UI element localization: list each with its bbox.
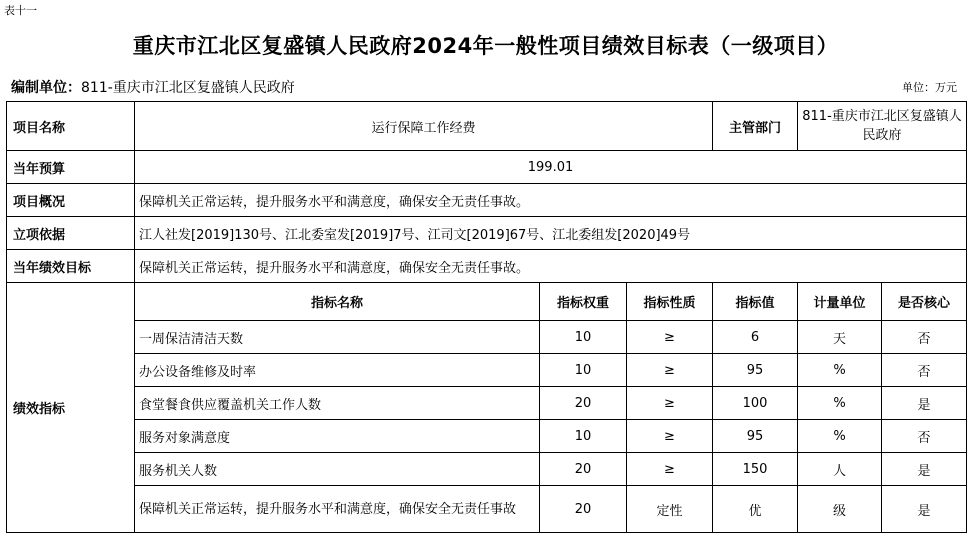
indicator-weight: 10 <box>540 420 627 453</box>
indicator-value: 150 <box>713 453 798 486</box>
indicator-nature: ≥ <box>627 453 713 486</box>
dept-value: 811-重庆市江北区复盛镇人民政府 <box>798 102 967 151</box>
col-header-value: 指标值 <box>713 283 798 321</box>
table-row <box>7 321 967 354</box>
indicator-unit: 人 <box>798 453 882 486</box>
col-header-weight: 指标权重 <box>540 283 627 321</box>
budget-value: 199.01 <box>135 151 967 184</box>
goal-label: 当年绩效目标 <box>7 250 135 283</box>
indicator-value: 100 <box>713 387 798 420</box>
indicator-core: 否 <box>882 420 967 453</box>
indicator-nature: ≥ <box>627 387 713 420</box>
indicator-unit: % <box>798 387 882 420</box>
indicator-name: 服务机关人数 <box>135 453 540 486</box>
indicator-unit: % <box>798 420 882 453</box>
indicator-weight: 20 <box>540 453 627 486</box>
row-project-name <box>7 102 967 151</box>
compiling-unit-label: 编制单位： <box>11 80 81 96</box>
indicator-weight: 20 <box>540 387 627 420</box>
table-row <box>7 486 967 533</box>
indicator-core: 是 <box>882 453 967 486</box>
table-row <box>7 420 967 453</box>
basis-label: 立项依据 <box>7 217 135 250</box>
indicator-value: 95 <box>713 354 798 387</box>
indicator-name: 食堂餐食供应覆盖机关工作人数 <box>135 387 540 420</box>
indicator-value: 95 <box>713 420 798 453</box>
indicator-name: 办公设备维修及时率 <box>135 354 540 387</box>
indicator-name: 保障机关正常运转，提升服务水平和满意度，确保安全无责任事故 <box>135 486 540 533</box>
row-budget <box>7 151 967 184</box>
col-header-core: 是否核心 <box>882 283 967 321</box>
indicator-unit: 级 <box>798 486 882 533</box>
table-row <box>7 453 967 486</box>
indicator-name: 一周保洁清洁天数 <box>135 321 540 354</box>
indicator-core: 是 <box>882 387 967 420</box>
indicator-weight: 10 <box>540 354 627 387</box>
overview-label: 项目概况 <box>7 184 135 217</box>
row-overview <box>7 184 967 217</box>
col-header-nature: 指标性质 <box>627 283 713 321</box>
row-basis <box>7 217 967 250</box>
project-name-value: 运行保障工作经费 <box>135 102 713 151</box>
indicator-nature: ≥ <box>627 420 713 453</box>
table-row <box>7 354 967 387</box>
goal-value: 保障机关正常运转，提升服务水平和满意度，确保安全无责任事故。 <box>135 250 967 283</box>
performance-table <box>6 101 967 533</box>
page-title: 重庆市江北区复盛镇人民政府2024年一般性项目绩效目标表（一级项目） <box>132 34 839 58</box>
indicator-core: 否 <box>882 321 967 354</box>
currency-unit: 单位：万元 <box>902 81 957 94</box>
table-number: 表十一 <box>4 4 37 17</box>
col-header-unit: 计量单位 <box>798 283 882 321</box>
indicator-header-row <box>7 283 967 321</box>
project-name-label: 项目名称 <box>7 102 135 151</box>
indicator-nature: ≥ <box>627 321 713 354</box>
row-goal <box>7 250 967 283</box>
indicators-label: 绩效指标 <box>7 283 135 533</box>
indicator-unit: 天 <box>798 321 882 354</box>
indicator-nature: ≥ <box>627 354 713 387</box>
col-header-name: 指标名称 <box>135 283 540 321</box>
compiling-unit-value: 811-重庆市江北区复盛镇人民政府 <box>81 80 295 96</box>
indicator-core: 是 <box>882 486 967 533</box>
indicator-weight: 20 <box>540 486 627 533</box>
overview-value: 保障机关正常运转，提升服务水平和满意度，确保安全无责任事故。 <box>135 184 967 217</box>
dept-label: 主管部门 <box>713 102 798 151</box>
indicator-name: 服务对象满意度 <box>135 420 540 453</box>
indicator-nature: 定性 <box>627 486 713 533</box>
indicator-value: 优 <box>713 486 798 533</box>
indicator-core: 否 <box>882 354 967 387</box>
indicator-weight: 10 <box>540 321 627 354</box>
indicator-value: 6 <box>713 321 798 354</box>
table-row <box>7 387 967 420</box>
basis-value: 江人社发[2019]130号、江北委室发[2019]7号、江司文[2019]67号、江北委组发[2020]49号 <box>135 217 967 250</box>
compiling-unit <box>11 77 295 97</box>
budget-label: 当年预算 <box>7 151 135 184</box>
indicator-unit: % <box>798 354 882 387</box>
